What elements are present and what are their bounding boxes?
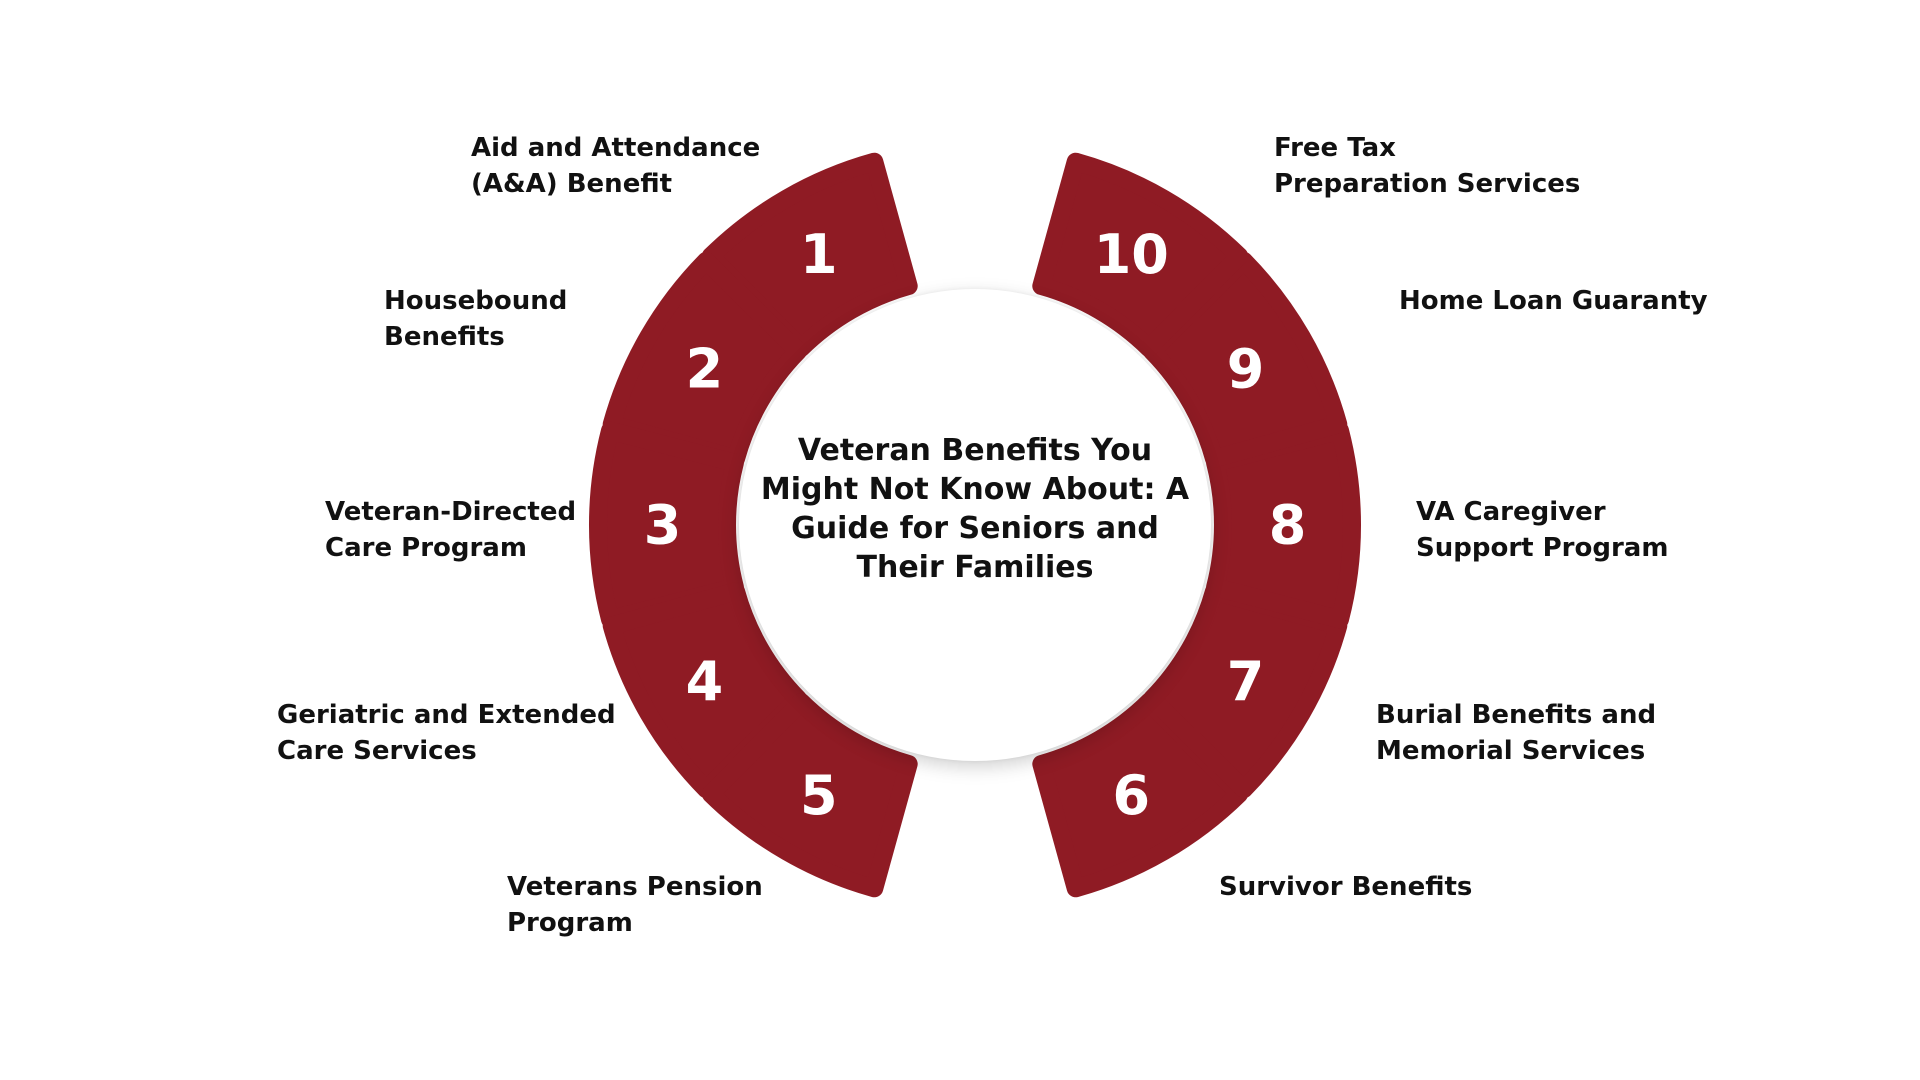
benefit-label-9: Home Loan Guaranty [1399, 286, 1708, 316]
center-title: Veteran Benefits You Might Not Know About: A Guide for Seniors and Their Families [760, 433, 1190, 585]
benefit-label-6: Survivor Benefits [1219, 872, 1473, 902]
benefit-label-1: Aid and Attendance (A&A) Benefit [471, 133, 761, 199]
segment-number-9: 9 [1226, 337, 1265, 401]
benefit-label-7: Burial Benefits and Memorial Services [1376, 700, 1657, 766]
benefit-label-3: Veteran-Directed Care Program [325, 497, 577, 563]
segment-number-10: 10 [1093, 222, 1169, 286]
segment-number-2: 2 [685, 337, 724, 401]
segment-number-1: 1 [800, 222, 838, 286]
benefit-label-4: Geriatric and Extended Care Services [277, 700, 616, 766]
segment-number-5: 5 [800, 764, 838, 828]
benefit-label-5: Veterans Pension Program [507, 872, 763, 938]
segment-number-8: 8 [1268, 493, 1307, 557]
segment-number-7: 7 [1226, 649, 1265, 713]
segment-number-3: 3 [643, 493, 682, 557]
segment-number-4: 4 [685, 649, 724, 713]
benefit-label-2: Housebound Benefits [384, 286, 568, 352]
benefit-label-8: VA Caregiver Support Program [1416, 497, 1669, 563]
segment-number-6: 6 [1112, 764, 1151, 828]
center-circle [739, 289, 1211, 761]
benefit-label-10: Free Tax Preparation Services [1274, 133, 1581, 199]
